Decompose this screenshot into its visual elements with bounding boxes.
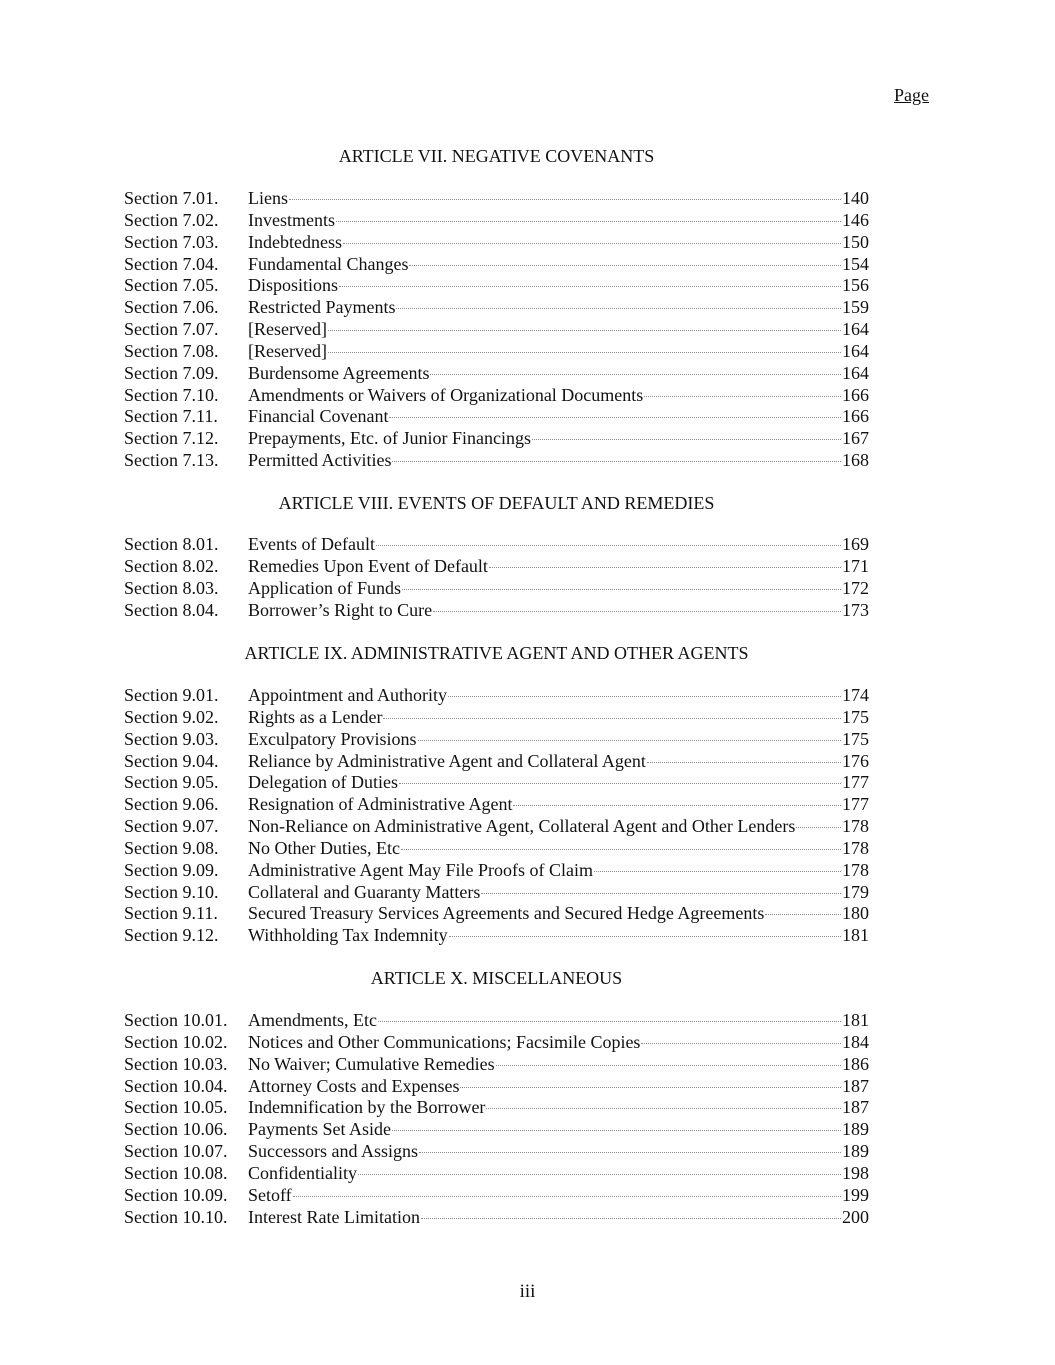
section-page-number[interactable]: 189 <box>842 1141 869 1162</box>
section-page-number[interactable]: 171 <box>842 555 869 576</box>
section-number: Section 8.02. <box>124 555 219 576</box>
section-title[interactable]: Payments Set Aside <box>248 1119 391 1140</box>
section-number: Section 9.06. <box>124 794 219 815</box>
toc-entry[interactable] <box>124 860 869 882</box>
section-number: Section 7.12. <box>124 428 219 449</box>
toc-entry[interactable] <box>124 600 869 622</box>
toc-entry[interactable] <box>124 1097 869 1119</box>
section-number: Section 9.07. <box>124 816 219 837</box>
dot-leader <box>293 1196 841 1197</box>
dot-leader <box>489 567 841 568</box>
dot-leader <box>448 696 841 697</box>
section-page-number[interactable]: 189 <box>842 1119 869 1140</box>
article-heading: ARTICLE VII. NEGATIVE COVENANTS <box>338 146 655 166</box>
section-number: Section 7.06. <box>124 297 219 318</box>
section-number: Section 10.08. <box>124 1162 228 1183</box>
section-number: Section 10.03. <box>124 1053 228 1074</box>
section-number: Section 9.12. <box>124 925 219 946</box>
dot-leader <box>644 396 841 397</box>
section-number: Section 7.03. <box>124 231 219 252</box>
section-title[interactable]: Confidentiality <box>248 1162 357 1183</box>
section-title[interactable]: Collateral and Guaranty Matters <box>248 881 481 902</box>
toc-entry[interactable] <box>124 385 869 407</box>
section-page-number[interactable]: 181 <box>842 925 869 946</box>
article-heading: ARTICLE VIII. EVENTS OF DEFAULT AND REMEDIES <box>278 493 715 513</box>
section-page-number[interactable]: 199 <box>842 1184 869 1205</box>
section-title[interactable]: Reliance by Administrative Agent and Collateral Agent <box>248 750 646 771</box>
section-page-number[interactable]: 200 <box>842 1206 869 1227</box>
dot-leader <box>328 352 841 353</box>
section-title[interactable]: Administrative Agent May File Proofs of Claim <box>248 859 593 880</box>
dot-leader <box>376 545 841 546</box>
section-page-number[interactable]: 140 <box>842 188 869 208</box>
dot-leader <box>647 762 841 763</box>
section-number: Section 7.11. <box>124 406 218 427</box>
section-number: Section 9.10. <box>124 881 219 902</box>
section-number: Section 7.04. <box>124 253 219 274</box>
dot-leader <box>389 417 841 418</box>
toc-entry[interactable] <box>124 816 869 838</box>
toc-entry[interactable] <box>124 1076 869 1098</box>
section-page-number[interactable]: 180 <box>842 903 869 924</box>
section-number: Section 10.05. <box>124 1097 228 1118</box>
section-title[interactable]: Setoff <box>248 1184 292 1205</box>
section-number: Section 9.08. <box>124 837 219 858</box>
section-title[interactable]: Amendments or Waivers of Organizational Documents <box>248 384 644 405</box>
section-title[interactable]: [Reserved] <box>248 340 327 361</box>
toc-entry[interactable] <box>124 1119 869 1141</box>
section-number: Section 7.07. <box>124 319 219 340</box>
section-title[interactable]: Delegation of Duties <box>248 772 398 793</box>
article-heading: ARTICLE IX. ADMINISTRATIVE AGENT AND OTHER AGENTS <box>244 643 749 663</box>
section-number: Section 7.09. <box>124 362 219 383</box>
section-number: Section 10.09. <box>124 1184 228 1205</box>
section-page-number[interactable]: 177 <box>842 772 869 793</box>
footer-page-number: iii <box>519 1281 536 1302</box>
section-page-number[interactable]: 174 <box>842 685 869 705</box>
toc-entry[interactable] <box>124 1185 869 1207</box>
dot-leader <box>358 1174 841 1175</box>
dot-leader <box>796 827 841 828</box>
toc-entry[interactable] <box>124 925 869 947</box>
section-title[interactable]: Financial Covenant <box>248 406 389 427</box>
dot-leader <box>532 439 841 440</box>
toc-entry[interactable] <box>124 232 869 254</box>
section-page-number[interactable]: 177 <box>842 794 869 815</box>
dot-leader <box>378 1021 841 1022</box>
toc-entry[interactable] <box>124 578 869 600</box>
page-column-label: Page <box>894 85 929 105</box>
section-number: Section 10.02. <box>124 1031 228 1052</box>
dot-leader <box>419 1152 841 1153</box>
section-title[interactable]: Remedies Upon Event of Default <box>248 555 488 576</box>
dot-leader <box>343 243 841 244</box>
section-list-article-ix <box>124 685 869 947</box>
section-title[interactable]: Resignation of Administrative Agent <box>248 794 513 815</box>
dot-leader <box>401 849 841 850</box>
section-title[interactable]: Indemnification by the Borrower <box>248 1097 486 1118</box>
section-number: Section 10.10. <box>124 1206 228 1227</box>
section-page-number[interactable]: 178 <box>842 859 869 880</box>
section-number: Section 8.01. <box>124 534 219 554</box>
dot-leader <box>765 914 841 915</box>
dot-leader <box>289 199 841 200</box>
section-page-number[interactable]: 179 <box>842 881 869 902</box>
section-title[interactable]: Attorney Costs and Expenses <box>248 1075 460 1096</box>
toc-entry[interactable] <box>124 363 869 385</box>
section-page-number[interactable]: 146 <box>842 209 869 230</box>
toc-entry[interactable] <box>124 882 869 904</box>
toc-entry[interactable] <box>124 450 869 472</box>
section-number: Section 9.03. <box>124 728 219 749</box>
section-number: Section 9.01. <box>124 685 219 705</box>
section-title[interactable]: No Waiver; Cumulative Remedies <box>248 1053 495 1074</box>
section-title[interactable]: Successors and Assigns <box>248 1141 418 1162</box>
toc-entry[interactable] <box>124 406 869 428</box>
section-number: Section 10.06. <box>124 1119 228 1140</box>
dot-leader <box>486 1108 841 1109</box>
section-number: Section 7.05. <box>124 275 219 296</box>
section-page-number[interactable]: 154 <box>842 253 869 274</box>
section-title[interactable]: No Other Duties, Etc <box>248 837 400 858</box>
dot-leader <box>449 936 841 937</box>
section-page-number[interactable]: 150 <box>842 231 869 252</box>
toc-entry[interactable] <box>124 1054 869 1076</box>
section-page-number[interactable]: 173 <box>842 599 869 620</box>
section-title[interactable]: Interest Rate Limitation <box>248 1206 420 1227</box>
section-title[interactable]: Burdensome Agreements <box>248 362 430 383</box>
section-title[interactable]: Investments <box>248 209 335 230</box>
section-title[interactable]: Indebtedness <box>248 231 342 252</box>
toc-entry[interactable] <box>124 772 869 794</box>
section-page-number[interactable]: 169 <box>842 534 869 554</box>
toc-entry[interactable] <box>124 1032 869 1054</box>
toc-entry[interactable] <box>124 534 869 556</box>
toc-entry[interactable] <box>124 428 869 450</box>
dot-leader <box>421 1218 841 1219</box>
section-number: Section 9.09. <box>124 859 219 880</box>
dot-leader <box>641 1043 841 1044</box>
toc-entry[interactable] <box>124 341 869 363</box>
section-page-number[interactable]: 166 <box>842 384 869 405</box>
section-number: Section 8.03. <box>124 577 219 598</box>
section-title[interactable]: Prepayments, Etc. of Junior Financings <box>248 428 531 449</box>
section-number: Section 7.10. <box>124 384 219 405</box>
section-number: Section 7.08. <box>124 340 219 361</box>
toc-entry[interactable] <box>124 210 869 232</box>
dot-leader <box>460 1087 841 1088</box>
toc-entry[interactable] <box>124 297 869 319</box>
section-page-number[interactable]: 175 <box>842 728 869 749</box>
toc-entry[interactable] <box>124 319 869 341</box>
toc-entry[interactable] <box>124 729 869 751</box>
toc-entry[interactable] <box>124 903 869 925</box>
toc-entry[interactable] <box>124 794 869 816</box>
dot-leader <box>433 611 841 612</box>
section-title[interactable]: Events of Default <box>248 534 375 554</box>
section-page-number[interactable]: 175 <box>842 706 869 727</box>
section-number: Section 9.05. <box>124 772 219 793</box>
section-number: Section 7.13. <box>124 450 219 471</box>
section-title[interactable]: [Reserved] <box>248 319 327 340</box>
toc-entry[interactable] <box>124 1010 869 1032</box>
section-number: Section 10.07. <box>124 1141 228 1162</box>
section-title[interactable]: Liens <box>248 188 288 208</box>
section-page-number[interactable]: 168 <box>842 450 869 471</box>
section-title[interactable]: Borrower’s Right to Cure <box>248 599 433 620</box>
dot-leader <box>339 286 841 287</box>
dot-leader <box>392 1130 841 1131</box>
toc-entry[interactable] <box>124 275 869 297</box>
section-title[interactable]: Fundamental Changes <box>248 253 409 274</box>
section-title[interactable]: Rights as a Lender <box>248 706 383 727</box>
section-number: Section 7.02. <box>124 209 219 230</box>
toc-entry[interactable] <box>124 556 869 578</box>
section-title[interactable]: Notices and Other Communications; Facsimile Copies <box>248 1031 641 1052</box>
section-page-number[interactable]: 172 <box>842 577 869 598</box>
dot-leader <box>430 374 841 375</box>
dot-leader <box>396 308 841 309</box>
section-number: Section 9.11. <box>124 903 218 924</box>
toc-entry[interactable] <box>124 707 869 729</box>
toc-entry[interactable] <box>124 254 869 276</box>
section-page-number[interactable]: 187 <box>842 1075 869 1096</box>
section-number: Section 8.04. <box>124 599 219 620</box>
section-page-number[interactable]: 198 <box>842 1162 869 1183</box>
section-page-number[interactable]: 186 <box>842 1053 869 1074</box>
toc-entry[interactable] <box>124 188 869 210</box>
section-number: Section 9.04. <box>124 750 219 771</box>
dot-leader <box>392 461 841 462</box>
section-page-number[interactable]: 184 <box>842 1031 869 1052</box>
section-title[interactable]: Appointment and Authority <box>248 685 447 705</box>
dot-leader <box>336 221 841 222</box>
dot-leader <box>513 805 841 806</box>
dot-leader <box>383 718 841 719</box>
section-title[interactable]: Application of Funds <box>248 577 401 598</box>
section-title[interactable]: Permitted Activities <box>248 450 392 471</box>
section-page-number[interactable]: 164 <box>842 340 869 361</box>
section-number: Section 10.04. <box>124 1075 228 1096</box>
section-page-number[interactable]: 176 <box>842 750 869 771</box>
section-page-number[interactable]: 164 <box>842 319 869 340</box>
section-page-number[interactable]: 178 <box>842 837 869 858</box>
toc-entry[interactable] <box>124 1207 869 1229</box>
section-page-number[interactable]: 187 <box>842 1097 869 1118</box>
section-title[interactable]: Exculpatory Provisions <box>248 728 417 749</box>
dot-leader <box>496 1065 841 1066</box>
dot-leader <box>481 893 841 894</box>
toc-entry[interactable] <box>124 838 869 860</box>
section-page-number[interactable]: 181 <box>842 1010 869 1030</box>
toc-entry[interactable] <box>124 1141 869 1163</box>
section-title[interactable]: Restricted Payments <box>248 297 396 318</box>
article-heading: ARTICLE X. MISCELLANEOUS <box>370 968 623 988</box>
section-title[interactable]: Amendments, Etc <box>248 1010 377 1030</box>
section-list-article-viii <box>124 534 869 621</box>
dot-leader <box>399 783 841 784</box>
section-number: Section 10.01. <box>124 1010 228 1030</box>
section-page-number[interactable]: 166 <box>842 406 869 427</box>
section-title[interactable]: Secured Treasury Services Agreements and Secured Hedge Agreements <box>248 903 765 924</box>
section-page-number[interactable]: 164 <box>842 362 869 383</box>
section-page-number[interactable]: 156 <box>842 275 869 296</box>
dot-leader <box>328 330 841 331</box>
section-number: Section 9.02. <box>124 706 219 727</box>
toc-entry[interactable] <box>124 1163 869 1185</box>
section-title[interactable]: Withholding Tax Indemnity <box>248 925 448 946</box>
section-list-article-x <box>124 1010 869 1228</box>
section-title[interactable]: Dispositions <box>248 275 339 296</box>
section-title[interactable]: Non-Reliance on Administrative Agent, Collateral Agent and Other Lenders <box>248 816 796 837</box>
dot-leader <box>402 589 841 590</box>
dot-leader <box>418 740 842 741</box>
section-page-number[interactable]: 159 <box>842 297 869 318</box>
dot-leader <box>594 871 841 872</box>
section-page-number[interactable]: 167 <box>842 428 869 449</box>
section-number: Section 7.01. <box>124 188 219 208</box>
section-list-article-vii <box>124 188 869 472</box>
toc-entry[interactable] <box>124 751 869 773</box>
section-page-number[interactable]: 178 <box>842 816 869 837</box>
toc-entry[interactable] <box>124 685 869 707</box>
dot-leader <box>409 265 841 266</box>
